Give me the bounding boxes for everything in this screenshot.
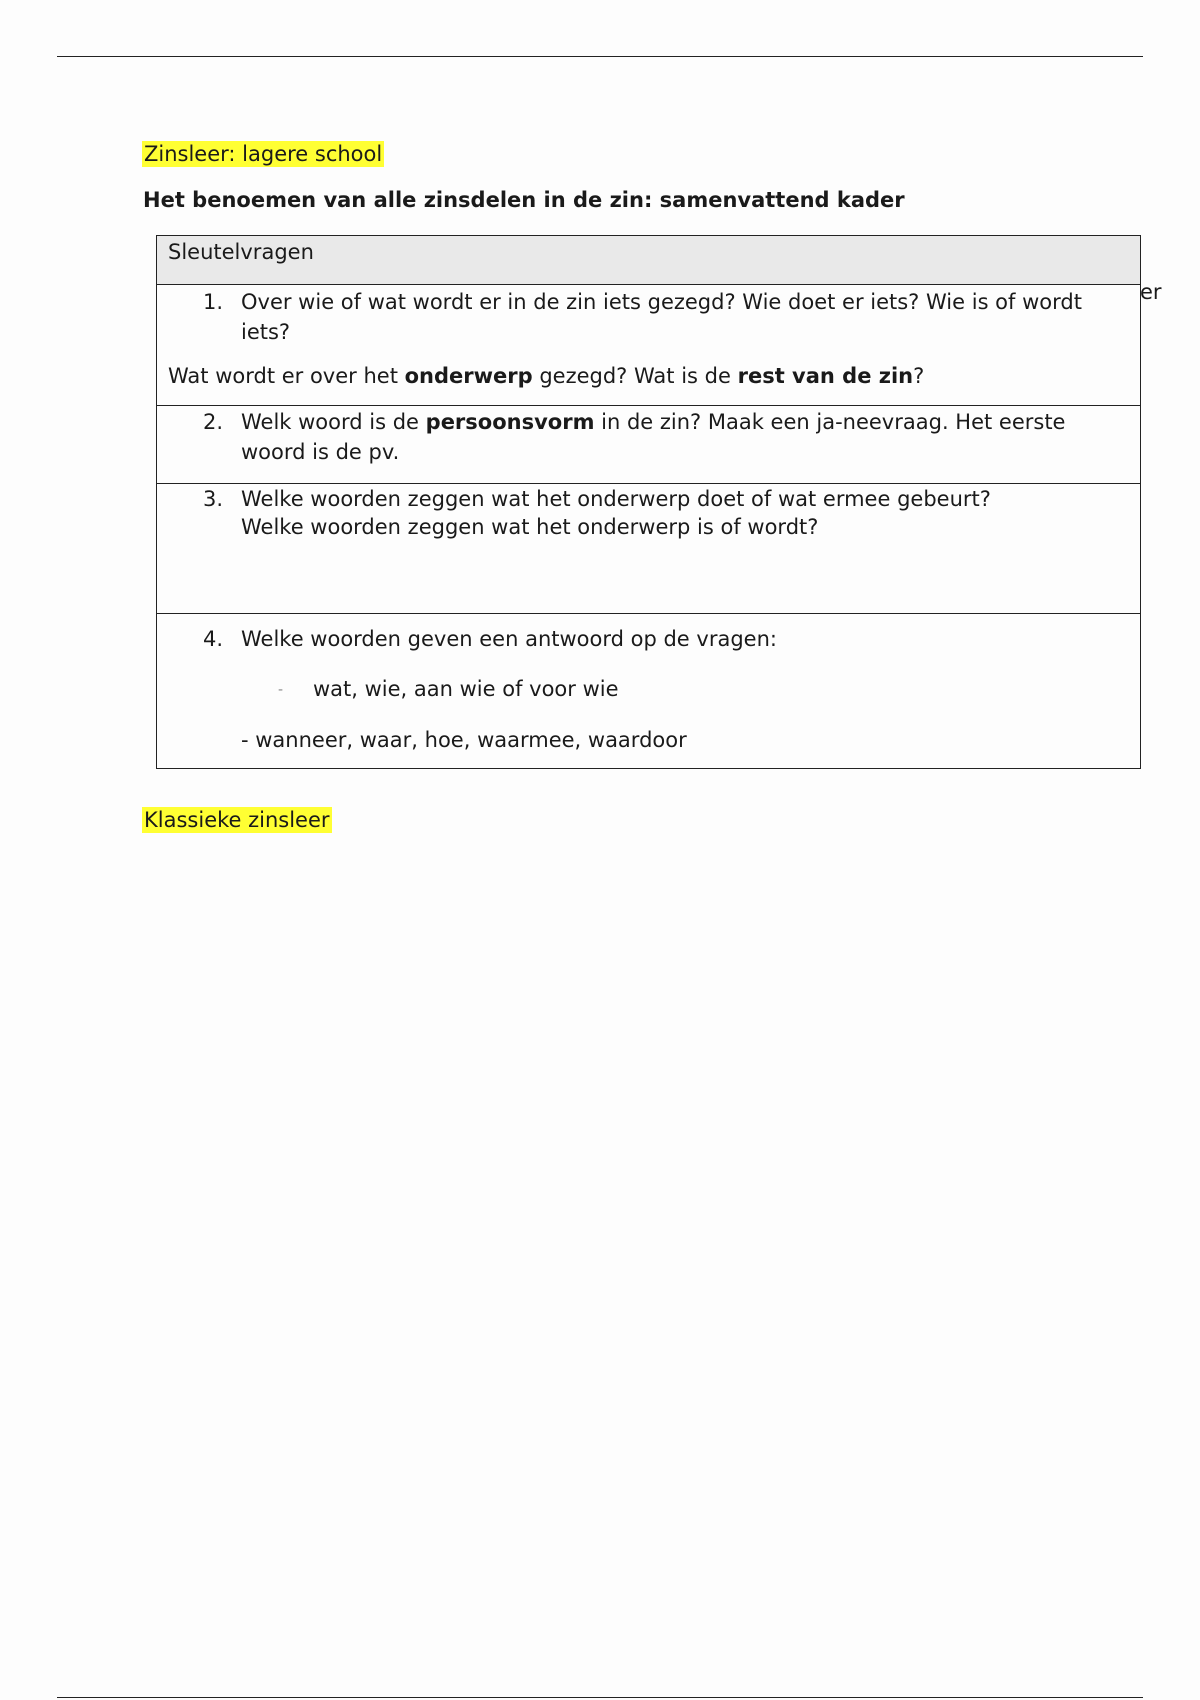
bullet-marker: - (278, 682, 284, 698)
top-rule (57, 56, 1143, 57)
section-heading-lagere-school (142, 142, 384, 166)
text-fragment: ? (913, 364, 925, 388)
key-questions-table (156, 235, 1141, 769)
question-line: Over wie of wat wordt er in de zin iets gezegd? Wie doet er iets? Wie is of wordt (241, 290, 1082, 314)
item-number: 4. (203, 627, 224, 651)
text-fragment: Wat wordt er over het (168, 364, 405, 388)
item-number: 2. (203, 410, 224, 434)
answer-item: wat, wie, aan wie of voor wie (313, 677, 619, 701)
section-heading-klassieke (142, 808, 332, 832)
table-row-1 (157, 284, 1140, 405)
question-sub (168, 361, 924, 391)
text-fragment: in de zin? Maak een ja-neevraag. Het eerste (594, 410, 1066, 434)
table-title: Het benoemen van alle zinsdelen in de zin: samenvattend kader (143, 188, 905, 212)
table-row-2 (157, 405, 1140, 483)
bold-term: onderwerp (404, 364, 533, 388)
table-header: Sleutelvragen (157, 236, 1140, 284)
highlighted-text: Klassieke zinsleer (144, 808, 330, 832)
question-line (241, 407, 1121, 437)
table-row-3 (157, 483, 1140, 613)
overflow-text: er (1140, 280, 1162, 304)
question-line: Welke woorden zeggen wat het onderwerp doet of wat ermee gebeurt? (241, 487, 991, 511)
table-row-4 (157, 613, 1140, 768)
item-number: 1. (203, 290, 224, 314)
bold-term: persoonsvorm (425, 410, 595, 434)
question-line: Welke woorden zeggen wat het onderwerp is of wordt? (241, 515, 819, 539)
item-number: 3. (203, 487, 224, 511)
bold-term: rest van de zin (737, 364, 914, 388)
question-line: Welke woorden geven een antwoord op de vragen: (241, 627, 777, 651)
bottom-rule (57, 1697, 1143, 1698)
text-fragment: Welk woord is de (241, 410, 426, 434)
highlighted-text: Zinsleer: lagere school (144, 142, 383, 166)
text-fragment: gezegd? Wat is de (532, 364, 738, 388)
answer-item: - wanneer, waar, hoe, waarmee, waardoor (241, 728, 687, 752)
question-line: iets? (241, 320, 291, 344)
question-line: woord is de pv. (241, 440, 400, 464)
